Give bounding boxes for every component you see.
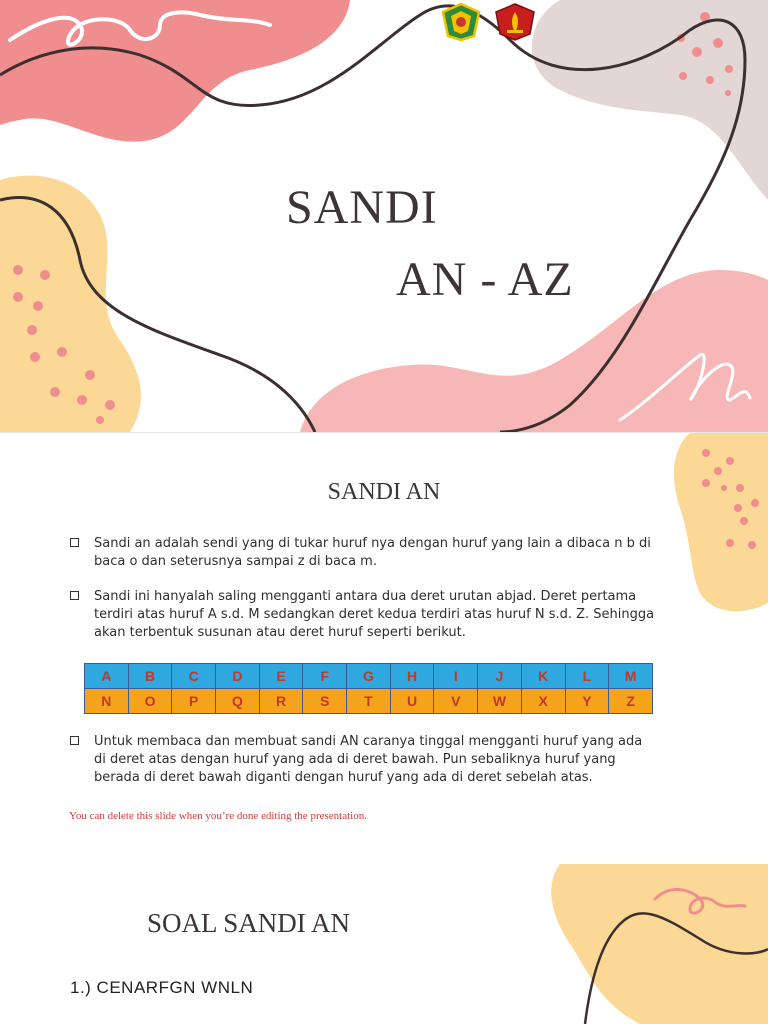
soal-slide-background [0,864,768,1024]
cipher-cell: M [609,664,653,689]
cipher-cell: A [85,664,129,689]
cipher-table [84,663,653,714]
cipher-cell: F [303,664,347,689]
cipher-cell: K [521,664,565,689]
bullet-3 [70,733,655,787]
slide-title: SANDI AN [327,479,441,505]
cipher-cell: R [259,689,303,714]
pramuka-emblem-logo [494,2,536,42]
checkbox-bullet-icon [70,736,79,745]
cipher-cell: T [347,689,391,714]
cipher-cell: X [521,689,565,714]
cipher-cell: I [434,664,478,689]
sandi-an-slide [0,432,768,865]
title-slide [0,0,768,432]
cipher-cell: C [172,664,216,689]
cipher-cell: E [259,664,303,689]
cipher-cell: J [478,664,522,689]
title-line-2: AN - AZ [396,253,574,306]
cipher-cell: S [303,689,347,714]
cipher-cell: O [128,689,172,714]
peach-blob [0,176,141,432]
bullet-2-text: Sandi ini hanyalah saling mengganti antara dua deret urutan abjad. Deret pertama terdiri atas huruf A s.d. M sedangkan deret kedua terdiri atas huruf N s.d. Z. Sehingga akan terbentuk susunan atau deret huruf seperti berikut. [94,589,655,640]
editing-note: You can delete this slide when you’re done editing the presentation. [69,810,367,822]
mauve-blob [532,0,768,200]
bullet-1 [70,535,655,571]
checkbox-bullet-icon [70,591,79,600]
cipher-cell: Q [216,689,260,714]
cipher-cell: Z [609,689,653,714]
cipher-cell: U [390,689,434,714]
cipher-cell: H [390,664,434,689]
cipher-cell: W [478,689,522,714]
checkbox-bullet-icon [70,538,79,547]
soal-title: SOAL SANDI AN [147,908,351,938]
peach-blob-top-right [551,864,768,1024]
cipher-cell: Y [565,689,609,714]
cipher-cell: G [347,664,391,689]
cipher-cell: N [85,689,129,714]
bullet-2 [70,588,655,642]
cipher-cell: B [128,664,172,689]
cipher-cell: V [434,689,478,714]
peach-blob-right [674,433,768,611]
cipher-row-top [85,664,653,689]
bullet-3-text: Untuk membaca dan membuat sandi AN caranya tinggal mengganti huruf yang ada di deret atas dengan huruf yang ada di deret bawah. Pun sebaliknya huruf yang berada di deret bawah diganti dengan huruf yang ada di deret sebelah atas. [94,734,643,785]
cipher-cell: L [565,664,609,689]
school-emblem-logo [440,2,482,42]
cipher-row-bottom [85,689,653,714]
bullet-1-text: Sandi an adalah sendi yang di tukar huruf nya dengan huruf yang lain a dibaca n b di baca o dan seterusnya sampai z di baca m. [94,536,651,569]
soal-slide [0,864,768,1024]
cipher-cell: D [216,664,260,689]
title-line-1: SANDI [286,181,438,234]
question-1: 1.) CENARFGN WNLN [70,978,254,997]
cipher-cell: P [172,689,216,714]
